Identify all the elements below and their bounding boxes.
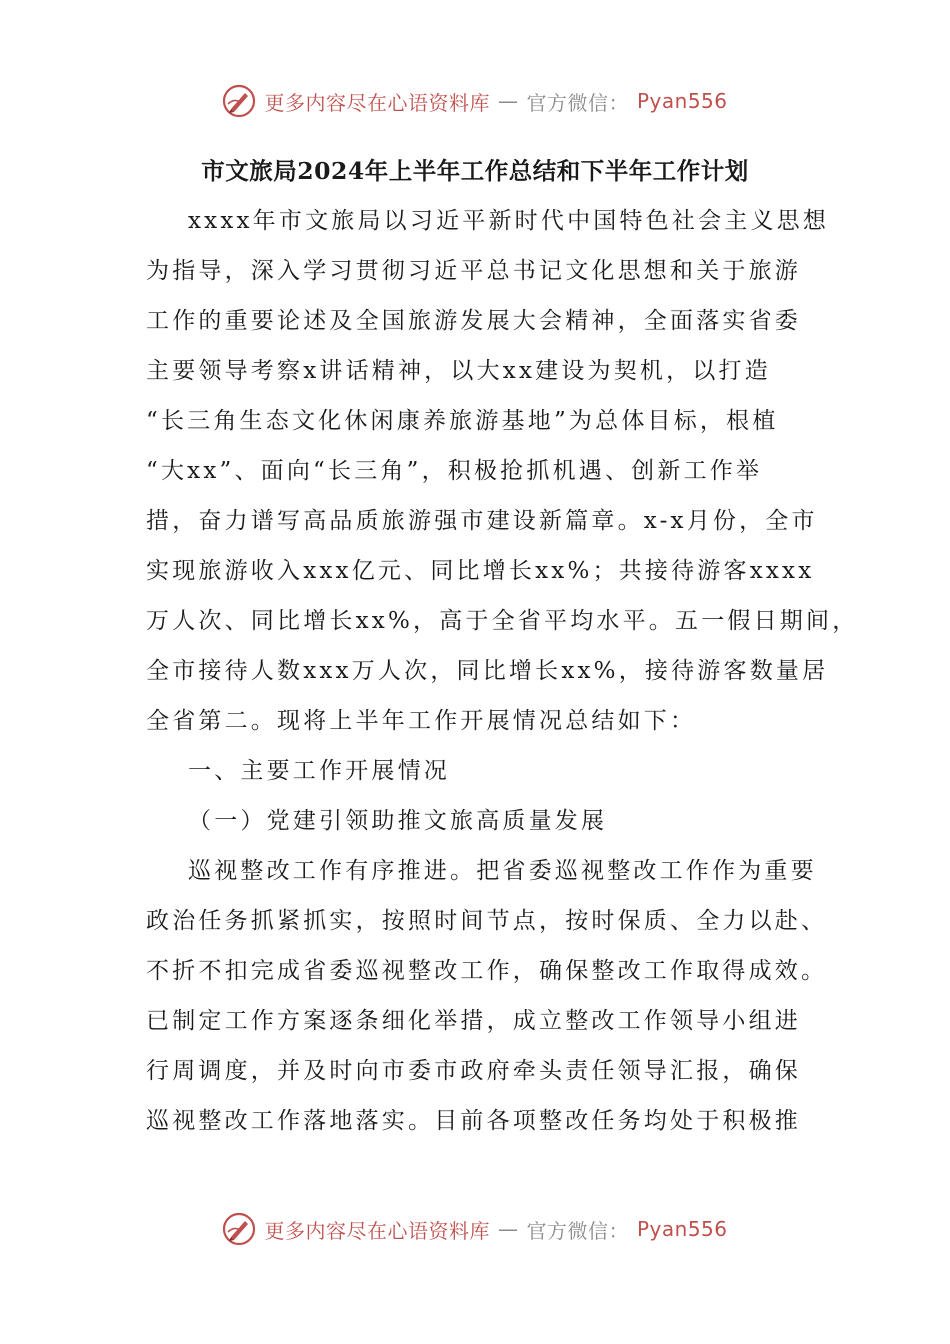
banner-dash: —: [497, 89, 519, 113]
section-heading: 一、主要工作开展情况: [188, 758, 450, 784]
banner-wechat-id: Pyan556: [636, 89, 728, 113]
body-line: 主要领导考察x讲话精神，以大xx建设为契机，以打造: [146, 358, 771, 384]
body-line: 实现旅游收入xxx亿元、同比增长xx%；共接待游客xxxx: [146, 558, 815, 584]
banner-text: 更多内容尽在心语资料库: [264, 1218, 490, 1243]
banner-wechat-label: 官方微信：: [526, 1218, 629, 1243]
body-line: 万人次、同比增长xx%，高于全省平均水平。五一假日期间，: [146, 608, 859, 634]
body-line: 全市接待人数xxx万人次，同比增长xx%，接待游客数量居: [146, 658, 829, 684]
body-line: 为指导，深入学习贯彻习近平总书记文化思想和关于旅游: [146, 258, 801, 284]
body-line: “大xx”、面向“长三角”，积极抢抓机遇、创新工作举: [146, 458, 763, 484]
banner-text: 更多内容尽在心语资料库: [264, 90, 490, 115]
subsection-heading: （一）党建引领助推文旅高质量发展: [188, 808, 608, 834]
pen-logo-icon: [222, 84, 256, 118]
banner-wechat-id: Pyan556: [636, 1217, 728, 1241]
footer-banner: [0, 1212, 950, 1246]
body-line: 巡视整改工作有序推进。把省委巡视整改工作作为重要: [188, 858, 817, 884]
body-line: 已制定工作方案逐条细化举措，成立整改工作领导小组进: [146, 1008, 801, 1034]
body-line: 行周调度，并及时向市委市政府牵头责任领导汇报，确保: [146, 1058, 801, 1084]
pen-logo-icon: [222, 1212, 256, 1246]
banner-dash: —: [497, 1217, 519, 1241]
body-line: xxxx年市文旅局以习近平新时代中国特色社会主义思想: [188, 208, 830, 234]
body-line: 措，奋力谱写高品质旅游强市建设新篇章。x-x月份，全市: [146, 508, 818, 534]
body-line: 不折不扣完成省委巡视整改工作，确保整改工作取得成效。: [146, 958, 828, 984]
banner-wechat-label: 官方微信：: [526, 90, 629, 115]
body-line: 工作的重要论述及全国旅游发展大会精神，全面落实省委: [146, 308, 801, 334]
body-line: 政治任务抓紧抓实，按照时间节点，按时保质、全力以赴、: [146, 908, 828, 934]
body-line: 全省第二。现将上半年工作开展情况总结如下：: [146, 708, 697, 734]
document-title: 市文旅局2024年上半年工作总结和下半年工作计划: [201, 157, 749, 185]
body-line: “长三角生态文化休闲康养旅游基地”为总体目标，根植: [146, 408, 779, 434]
body-line: 巡视整改工作落地落实。目前各项整改任务均处于积极推: [146, 1108, 801, 1134]
header-banner: [0, 84, 950, 118]
